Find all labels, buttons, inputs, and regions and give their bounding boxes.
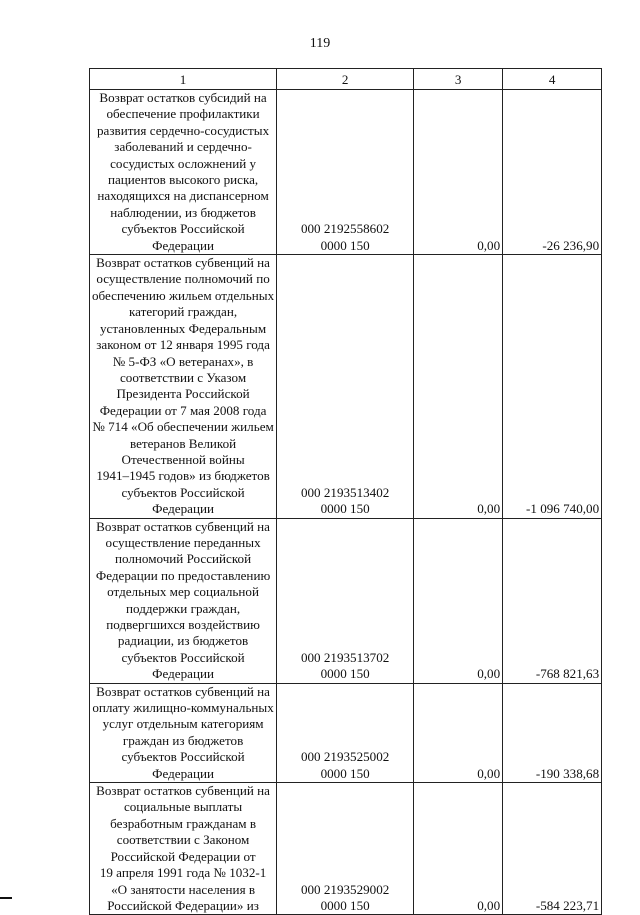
code-line: 0000 150 xyxy=(320,501,370,517)
row-code-cell xyxy=(277,783,414,915)
name-line: № 714 «Об обеспечении жильем xyxy=(92,419,274,435)
header-col-3: 3 xyxy=(414,69,503,90)
row-col3-value: 0,00 xyxy=(414,518,503,683)
code-line: 0000 150 xyxy=(320,237,370,253)
row-name-cell xyxy=(90,90,277,255)
table-row xyxy=(90,255,602,519)
row-code-cell xyxy=(277,683,414,782)
name-line: установленных Федеральным xyxy=(100,320,267,336)
table-row xyxy=(90,783,602,915)
row-col4-value: -584 223,71 xyxy=(503,783,602,915)
page-number: 119 xyxy=(309,36,331,51)
name-line: Федерации xyxy=(152,501,214,517)
name-line: Президента Российской xyxy=(116,386,250,402)
name-line: полномочий Российской xyxy=(115,551,252,567)
table-row xyxy=(90,518,602,683)
header-row xyxy=(90,69,602,90)
name-line: Федерации xyxy=(152,765,214,781)
name-line: Федерации по предоставлению xyxy=(95,567,271,583)
row-name-cell xyxy=(90,783,277,915)
code-line: 000 2192558602 xyxy=(300,221,390,237)
name-line: Возврат остатков субсидий на xyxy=(99,90,267,105)
name-line: подвергшихся воздействию xyxy=(106,617,260,632)
name-line: № 5-ФЗ «О ветеранах», в xyxy=(112,353,254,369)
name-line: субъектов Российской xyxy=(121,649,245,665)
code-line: 0000 150 xyxy=(320,765,370,781)
row-name-cell xyxy=(90,683,277,782)
name-line: развития сердечно-сосудистых xyxy=(96,122,270,138)
budget-table xyxy=(89,68,602,915)
code-line: 000 2193513402 xyxy=(300,484,390,500)
row-code-cell xyxy=(277,518,414,683)
name-line: пациентов высокого риска, xyxy=(107,172,259,188)
code-line: 000 2193513702 xyxy=(300,649,390,665)
name-line: обеспечению жильем отдельных xyxy=(92,287,275,303)
row-col4-value: -26 236,90 xyxy=(503,90,602,255)
name-line: Возврат остатков субвенций на xyxy=(96,683,270,699)
row-code-cell xyxy=(277,255,414,519)
name-line: Российской Федерации от xyxy=(110,848,256,864)
row-col3-value: 0,00 xyxy=(414,683,503,782)
row-code-cell xyxy=(277,90,414,255)
name-line: Федерации от 7 мая 2008 года xyxy=(99,402,267,418)
row-col4-value: -190 338,68 xyxy=(503,683,602,782)
row-name-cell xyxy=(90,255,277,519)
name-line: соответствии с Указом xyxy=(120,369,247,385)
margin-mark xyxy=(0,897,12,899)
row-col4-value: -1 096 740,00 xyxy=(503,255,602,519)
header-col-4: 4 xyxy=(503,69,602,90)
name-line: 1941–1945 годов» из бюджетов xyxy=(96,468,270,484)
name-line: заболеваний и сердечно- xyxy=(114,139,252,155)
name-line: законом от 12 января 1995 года xyxy=(96,337,270,353)
row-col4-value: -768 821,63 xyxy=(503,518,602,683)
header-col-2: 2 xyxy=(277,69,414,90)
header-col-1: 1 xyxy=(90,69,277,90)
row-col3-value: 0,00 xyxy=(414,255,503,519)
row-name-cell xyxy=(90,518,277,683)
row-col3-value: 0,00 xyxy=(414,783,503,915)
name-line: поддержки граждан, xyxy=(126,600,241,616)
name-line: субъектов Российской xyxy=(121,221,245,237)
name-line: Отечественной войны xyxy=(121,451,245,467)
name-line: обеспечение профилактики xyxy=(106,106,260,122)
name-line: соответствии с Законом xyxy=(116,832,250,848)
code-line: 0000 150 xyxy=(320,666,370,682)
name-line: отдельных мер социальной xyxy=(107,584,259,600)
name-line: сосудистых осложнений у xyxy=(110,155,257,171)
code-line: 0000 150 xyxy=(320,897,370,913)
name-line: Федерации xyxy=(152,666,214,682)
name-line: 19 апреля 1991 года № 1032-1 xyxy=(99,865,267,881)
table-row xyxy=(90,90,602,255)
name-line: Российской Федерации» из xyxy=(107,897,259,913)
code-line: 000 2193529002 xyxy=(300,881,390,897)
name-line: находящихся на диспансерном xyxy=(97,188,269,204)
name-line: граждан из бюджетов xyxy=(122,732,244,748)
name-line: субъектов Российской xyxy=(121,484,245,500)
name-line: безработным гражданам в xyxy=(110,815,257,831)
name-line: социальные выплаты xyxy=(123,799,243,815)
name-line: категорий граждан, xyxy=(129,304,238,320)
row-col3-value: 0,00 xyxy=(414,90,503,255)
name-line: оплату жилищно-коммунальных xyxy=(92,700,274,716)
name-line: Федерации xyxy=(152,237,214,253)
name-line: ветеранов Великой xyxy=(129,435,237,451)
code-line: 000 2193525002 xyxy=(300,749,390,765)
table-row xyxy=(90,683,602,782)
name-line: услуг отдельным категориям xyxy=(102,716,264,732)
name-line: Возврат остатков субвенций на xyxy=(96,518,270,534)
name-line: «О занятости населения в xyxy=(111,881,256,897)
name-line: Возврат остатков субвенций на xyxy=(96,783,270,799)
name-line: радиации, из бюджетов xyxy=(117,633,249,649)
name-line: осуществление полномочий по xyxy=(96,271,270,287)
name-line: осуществление переданных xyxy=(105,534,261,550)
name-line: субъектов Российской xyxy=(121,749,245,765)
name-line: наблюдении, из бюджетов xyxy=(110,204,256,220)
name-line: Возврат остатков субвенций на xyxy=(96,255,270,271)
